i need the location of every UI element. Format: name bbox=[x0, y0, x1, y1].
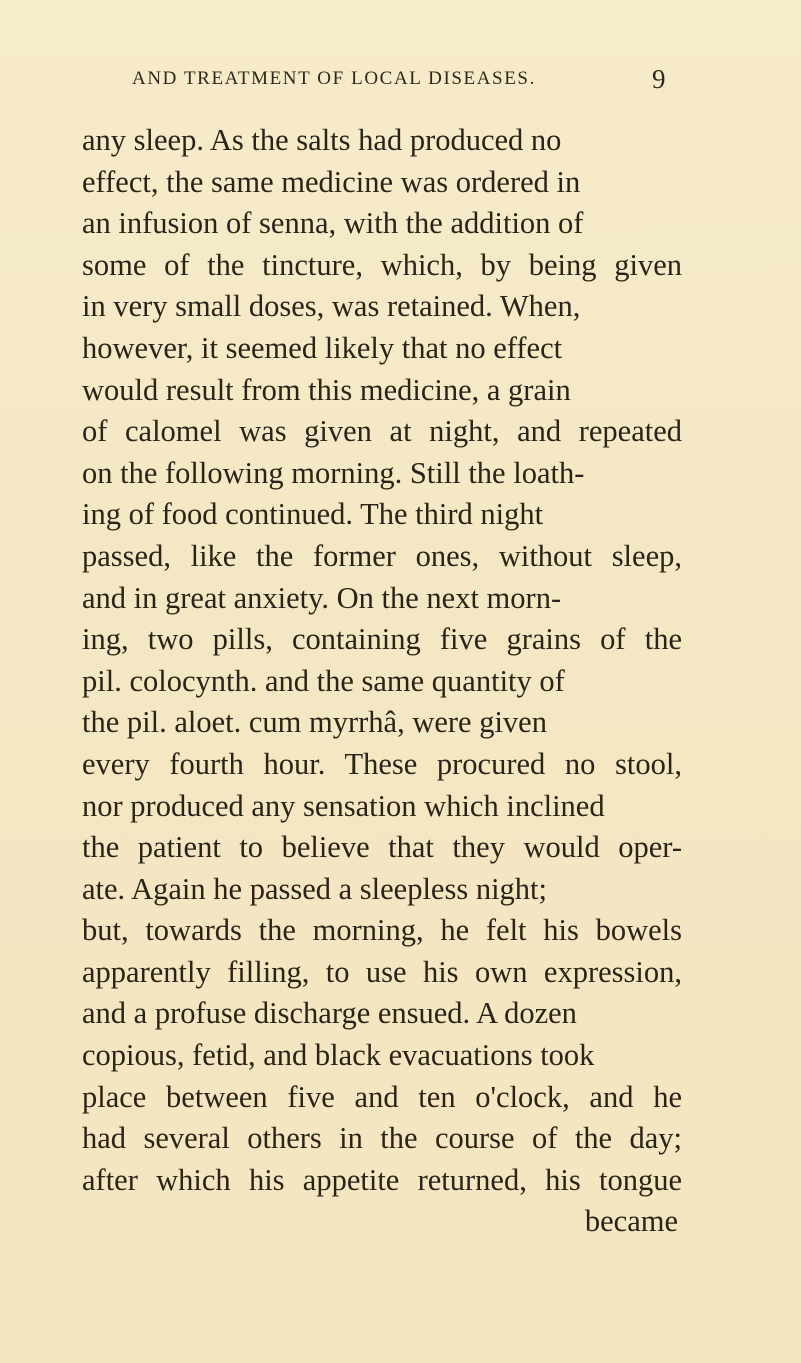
running-head bbox=[132, 64, 692, 96]
catchword: became bbox=[584, 1204, 678, 1239]
text-line: however, it seemed likely that no effect bbox=[82, 330, 563, 365]
text-line: and a profuse discharge ensued. A dozen bbox=[82, 996, 577, 1031]
text-line: an infusion of senna, with the addition of bbox=[82, 206, 584, 241]
text-line: would result from this medicine, a grain bbox=[82, 372, 571, 407]
text-line: effect, the same medicine was ordered in bbox=[82, 164, 581, 199]
text-line: ing, two pills, containing five grains of the bbox=[82, 622, 682, 657]
running-head-title: AND TREATMENT OF LOCAL DISEASES. bbox=[132, 68, 536, 89]
text-line: the patient to believe that they would oper- bbox=[82, 830, 682, 865]
text-line: any sleep. As the salts had produced no bbox=[82, 123, 562, 157]
text-line: of calomel was given at night, and repeated bbox=[82, 414, 682, 449]
text-line: but, towards the morning, he felt his bowels bbox=[82, 913, 682, 948]
text-line: passed, like the former ones, without sleep, bbox=[82, 538, 682, 573]
text-line: had several others in the course of the day; bbox=[82, 1121, 682, 1156]
page-number: 9 bbox=[652, 64, 666, 94]
text-line: apparently filling, to use his own expression, bbox=[82, 954, 682, 989]
text-line: ate. Again he passed a sleepless night; bbox=[82, 871, 548, 906]
text-line: ing of food continued. The third night bbox=[82, 497, 544, 532]
text-line: in very small doses, was retained. When, bbox=[82, 289, 581, 324]
text-line: nor produced any sensation which inclined bbox=[82, 788, 605, 823]
text-line: place between five and ten o'clock, and he bbox=[82, 1079, 682, 1114]
text-line: the pil. aloet. cum myrrhâ, were given bbox=[82, 705, 547, 740]
text-line: every fourth hour. These procured no stool, bbox=[82, 746, 682, 781]
text-line: some of the tincture, which, by being given bbox=[82, 247, 682, 282]
body-text bbox=[82, 120, 682, 1243]
text-line: pil. colocynth. and the same quantity of bbox=[82, 663, 565, 698]
text-line: and in great anxiety. On the next morn- bbox=[82, 580, 562, 615]
text-line: after which his appetite returned, his tongue bbox=[82, 1162, 682, 1197]
text-line: on the following morning. Still the loath- bbox=[82, 455, 585, 490]
text-line: copious, fetid, and black evacuations took bbox=[82, 1038, 595, 1073]
